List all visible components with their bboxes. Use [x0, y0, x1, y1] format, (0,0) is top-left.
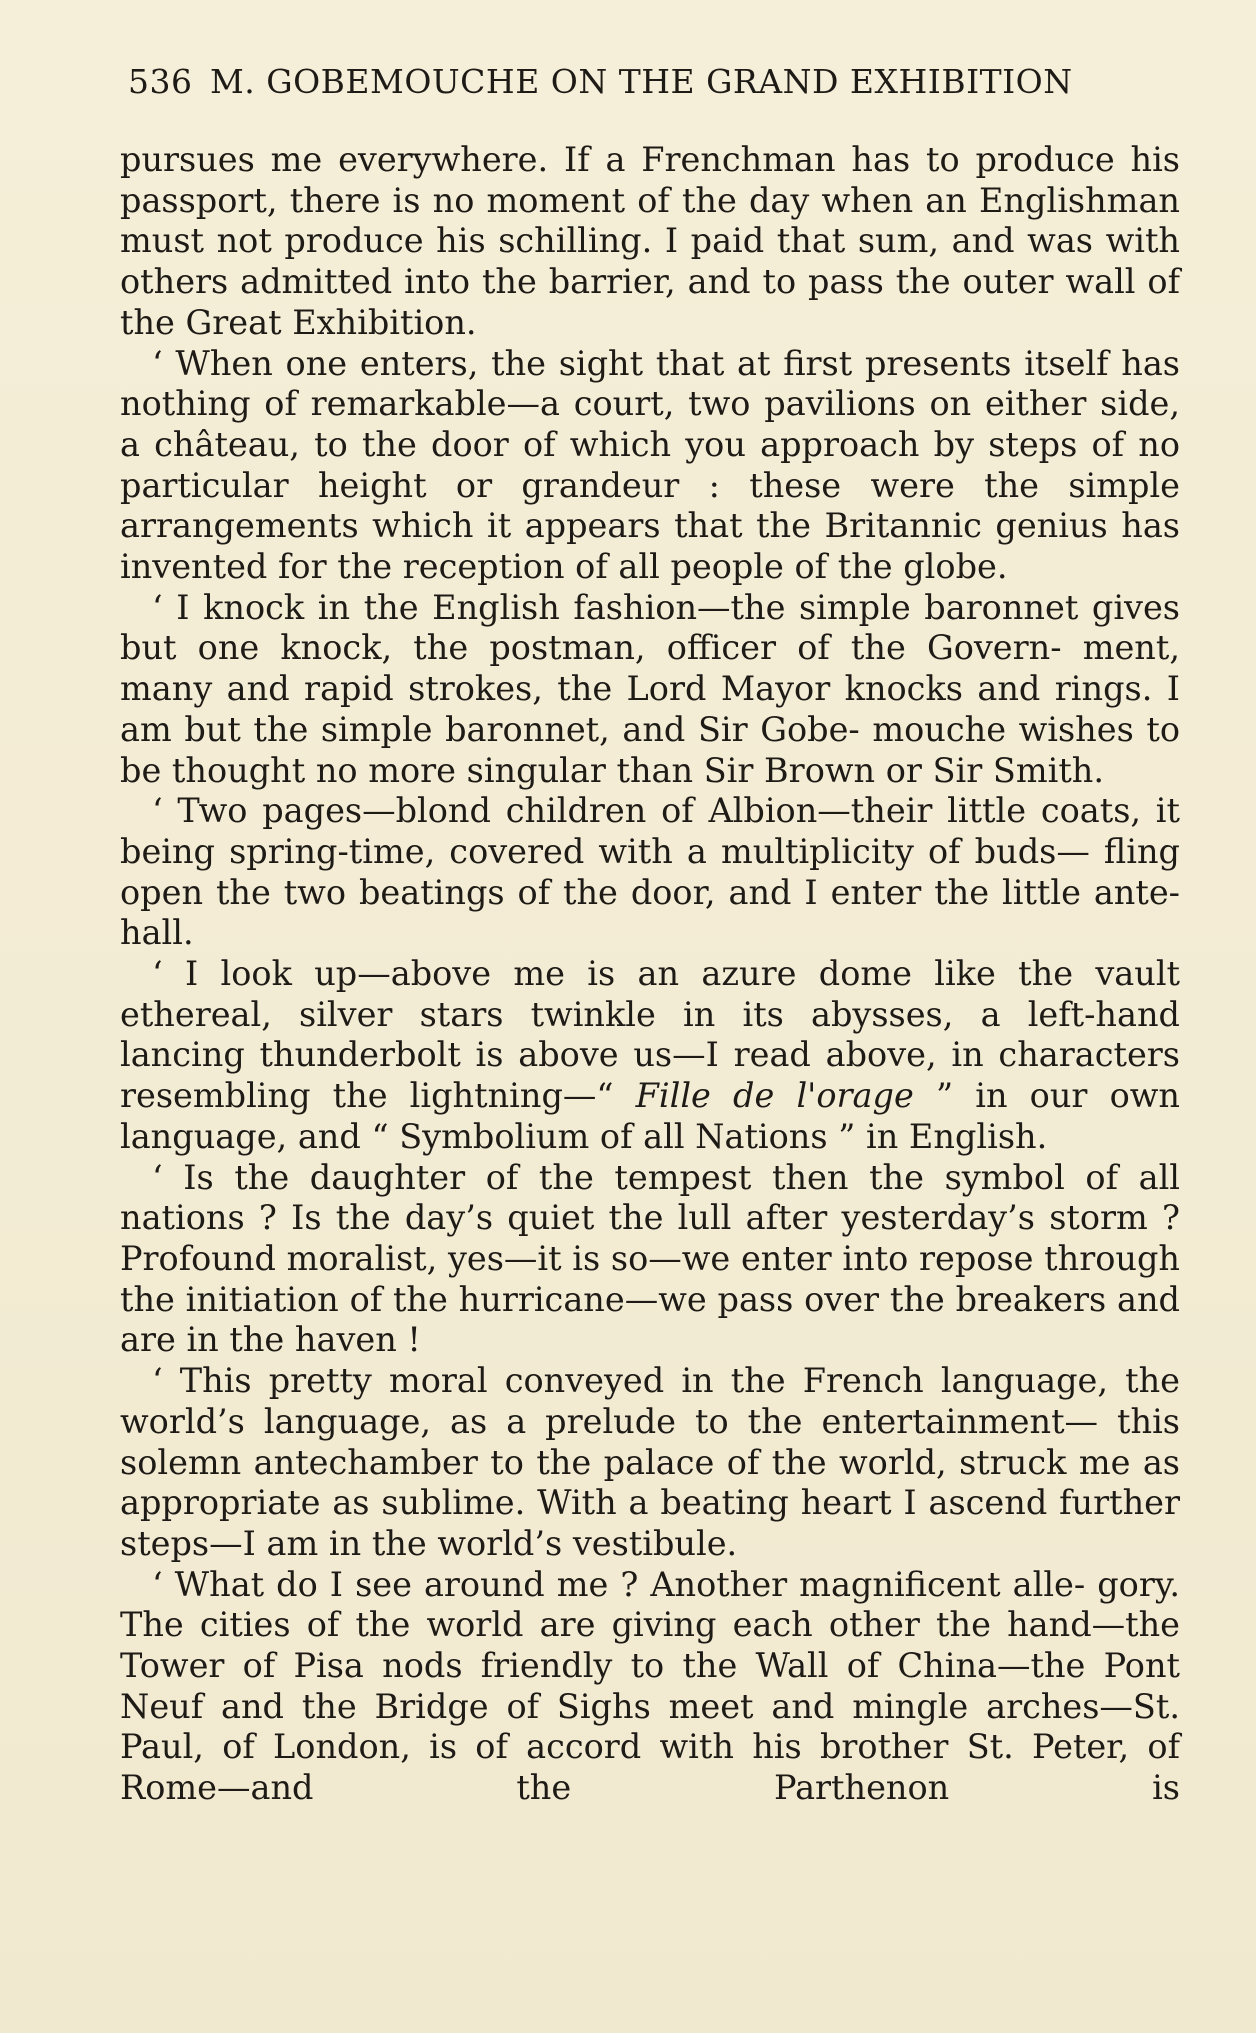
- paragraph-5-start: ‘ I look up—above me is an azure dome like the vault ethereal, silver stars twinkle in its abysses, a left-hand lancing thunderbolt is above us—I read above, in characters resembling the lightning—“: [120, 954, 1180, 1116]
- paragraph-7: ‘ This pretty moral conveyed in the French language, the world’s language, as a prelude to the entertainment— this solemn antechamber to the palace of the world, struck me as appropriate as sublime. With a beating heart I ascend further steps—I am in the world’s vestibule.: [120, 1361, 1180, 1563]
- page-number: 536: [128, 62, 193, 101]
- body-text: [120, 140, 1180, 1809]
- paragraph-5-end: ” in our own language, and “ Symbolium of all Nations ” in English.: [120, 1076, 1180, 1156]
- paragraph-4: ‘ Two pages—blond children of Albion—their little coats, it being spring-time, covered with a multiplicity of buds— fling open the two beatings of the door, and I enter the little ante-hall.: [120, 791, 1180, 953]
- paragraph-3: ‘ I knock in the English fashion—the simple baronnet gives but one knock, the postman, officer of the Govern- ment, many and rapid strokes, the Lord Mayor knocks and rings. I am but the simple baronnet, and Sir Gobe- mouche wishes to be thought no more singular than Sir Brown or Sir Smith.: [120, 587, 1180, 790]
- paragraph-6: ‘ Is the daughter of the tempest then the symbol of all nations ? Is the day’s quiet the lull after yesterday’s storm ? Profound moralist, yes—it is so—we enter into repose through the initiation of the hurricane—we pass over the breakers and are in the haven !: [120, 1157, 1180, 1360]
- running-header: [128, 60, 1128, 104]
- paragraph-1: pursues me everywhere. If a Frenchman has to produce his passport, there is no moment of the day when an Englishman must not produce his schilling. I paid that sum, and was with others admitted into the barrier, and to pass the outer wall of the Great Exhibition.: [120, 140, 1180, 342]
- paragraph-5: [120, 954, 1180, 1158]
- running-title: M. GOBEMOUCHE ON THE GRAND EXHIBITION: [210, 62, 1073, 101]
- paragraph-2: ‘ When one enters, the sight that at first presents itself has nothing of remarkable—a court, two pavilions on either side, a château, to the door of which you approach by steps of no particular height or grandeur : these were the simple arrangements which it appears that the Britannic genius has invented for the reception of all people of the globe.: [120, 343, 1180, 587]
- paragraph-8: ‘ What do I see around me ? Another magnificent alle- gory. The cities of the world are giving each other the hand—the Tower of Pisa nods friendly to the Wall of China—the Pont Neuf and the Bridge of Sighs meet and mingle arches—St. Paul, of London, is of accord with his brother St. Peter, of Rome—and the Parthenon is: [120, 1564, 1180, 1808]
- italic-phrase: Fille de l'orage: [635, 1076, 914, 1116]
